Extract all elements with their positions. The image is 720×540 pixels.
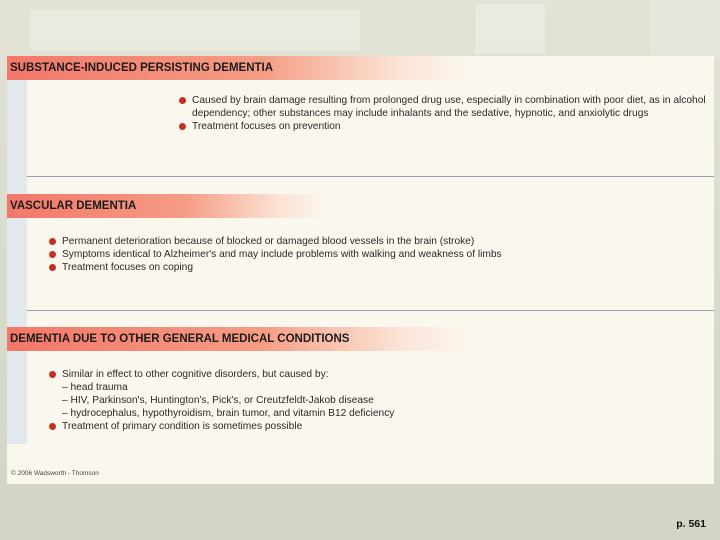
bullet-icon (49, 423, 56, 430)
list-item: Similar in effect to other cognitive disorders, but caused by: (49, 368, 699, 381)
section-header-substance-induced: SUBSTANCE-INDUCED PERSISTING DEMENTIA (7, 56, 467, 80)
section-header-vascular: VASCULAR DEMENTIA (7, 194, 327, 218)
list-item: Permanent deterioration because of blocked or damaged blood vessels in the brain (stroke) (49, 235, 699, 248)
list-item: Treatment focuses on prevention (179, 120, 709, 133)
list-item: Symptoms identical to Alzheimer's and may include problems with walking and weakness of limbs (49, 248, 699, 261)
page-number: p. 561 (676, 518, 706, 530)
background-shape (475, 4, 545, 54)
bullet-icon (179, 123, 186, 130)
sub-list-item: – HIV, Parkinson's, Huntington's, Pick's, or Creutzfeldt-Jakob disease (62, 395, 374, 406)
bullet-list (179, 94, 709, 133)
background-shape (650, 0, 720, 60)
section-header-other-medical: DEMENTIA DUE TO OTHER GENERAL MEDICAL CONDITIONS (7, 327, 467, 351)
bullet-list (49, 235, 699, 274)
slide-card (7, 56, 714, 484)
bullet-icon (49, 264, 56, 271)
copyright-notice: © 2006 Wadsworth - Thomson (11, 470, 99, 477)
list-item: Treatment of primary condition is sometimes possible (49, 420, 699, 433)
section-divider (27, 310, 714, 311)
sub-list-item: – head trauma (62, 382, 128, 393)
bullet-icon (49, 251, 56, 258)
section-divider (27, 176, 714, 177)
bullet-icon (49, 238, 56, 245)
left-strip (7, 56, 27, 444)
bullet-icon (49, 371, 56, 378)
bullet-icon (179, 97, 186, 104)
list-item: Treatment focuses on coping (49, 261, 699, 274)
background-watermark (10, 478, 570, 538)
list-item: Caused by brain damage resulting from prolonged drug use, especially in combination with poor diet, as in alcohol dependency; other substances may include inhalants and the sedative, hypnotic, and anxiolytic drugs (179, 94, 709, 120)
background-shape (30, 10, 360, 50)
sub-list-item: – hydrocephalus, hypothyroidism, brain tumor, and vitamin B12 deficiency (62, 408, 395, 419)
bullet-list (49, 368, 699, 433)
